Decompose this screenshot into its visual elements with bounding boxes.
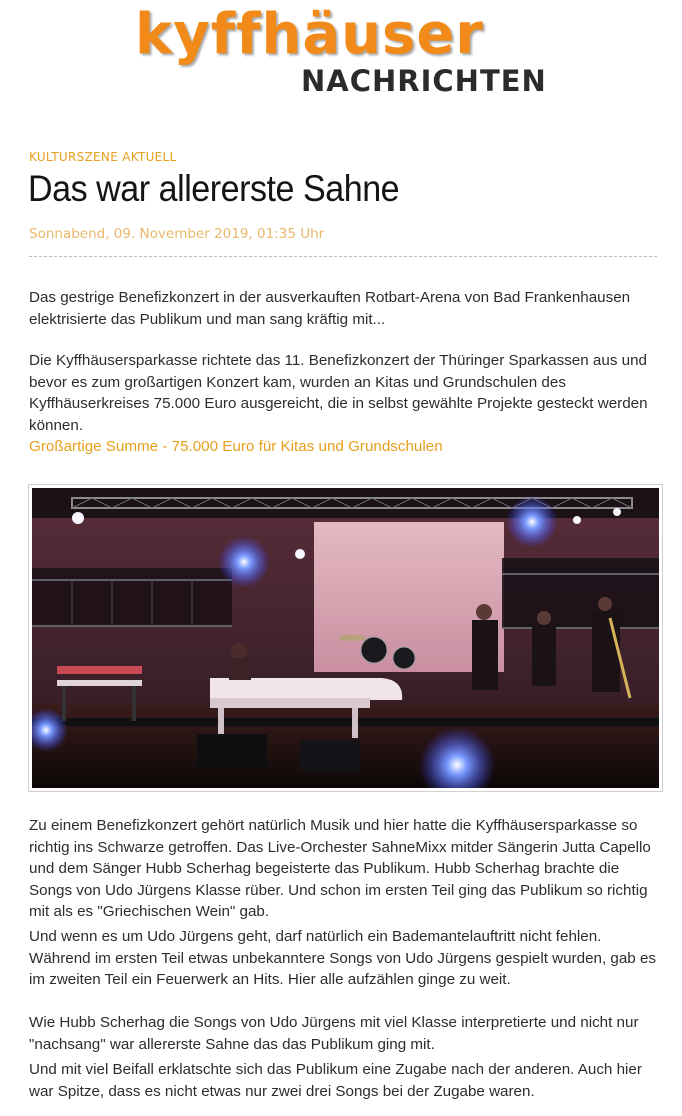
article-photo[interactable]: [28, 484, 663, 792]
article-paragraph: Wie Hubb Scherhag die Songs von Udo Jürgens mit viel Klasse interpretierte und nicht nur "nachsang" war allererste Sahne das das Publikum ging mit.: [29, 1014, 639, 1053]
article-paragraph: Und mit viel Beifall erklatschte sich das Publikum eine Zugabe nach der anderen. Auch hier war Spitze, dass es nicht etwas nur zwei drei Songs bei der Zugabe waren.: [29, 1061, 642, 1100]
divider: [29, 256, 657, 257]
logo-subtitle: NACHRICHTEN: [301, 64, 547, 98]
logo-wordmark: kyffhäuser: [135, 2, 484, 67]
site-logo[interactable]: [135, 2, 555, 106]
article-paragraph: Zu einem Benefizkonzert gehört natürlich Musik und hier hatte die Kyffhäusersparkasse so richtig ins Schwarze getroffen. Das Live-Orchester SahneMixx mitder Sängerin Jutta Capello und dem Sänger Hubb Scherhag begeisterte das Publikum. Hubb Scherhag brachte die Songs von Udo Jürgens Klasse rüber. Und schon im ersten Teil ging das Publikum so richtig mit als es "Griechischen Wein" gab.: [29, 817, 651, 920]
concert-stage-photo: [32, 488, 659, 788]
article-title: Das war allererste Sahne: [28, 168, 400, 209]
article-paragraph: Und wenn es um Udo Jürgens geht, darf natürlich ein Bademantelauftritt nicht fehlen. Während im ersten Teil etwas unbekanntere Songs von Udo Jürgens gespielt wurden, gab es im zweiten Teil ein Feuerwerk an Hits. Hier alle aufzählen ginge zu weit.: [29, 928, 656, 988]
article-date: Sonnabend, 09. November 2019, 01:35 Uhr: [29, 226, 325, 242]
related-article-link[interactable]: Großartige Summe - 75.000 Euro für Kitas und Grundschulen: [29, 438, 443, 455]
article-lead: Das gestrige Benefizkonzert in der ausverkauften Rotbart-Arena von Bad Frankenhausen elektrisierte das Publikum und man sang kräftig mit...: [29, 289, 631, 328]
article-category[interactable]: KULTURSZENE AKTUELL: [29, 150, 177, 164]
article-paragraph: Die Kyffhäusersparkasse richtete das 11. Benefizkonzert der Thüringer Sparkassen aus und bevor es zum großartigen Konzert kam, wurden an Kitas und Grundschulen des Kyffhäuserkreises 75.000 Euro ausgereicht, die in selbst gewählte Projekte gesteckt werden können.: [29, 352, 648, 434]
